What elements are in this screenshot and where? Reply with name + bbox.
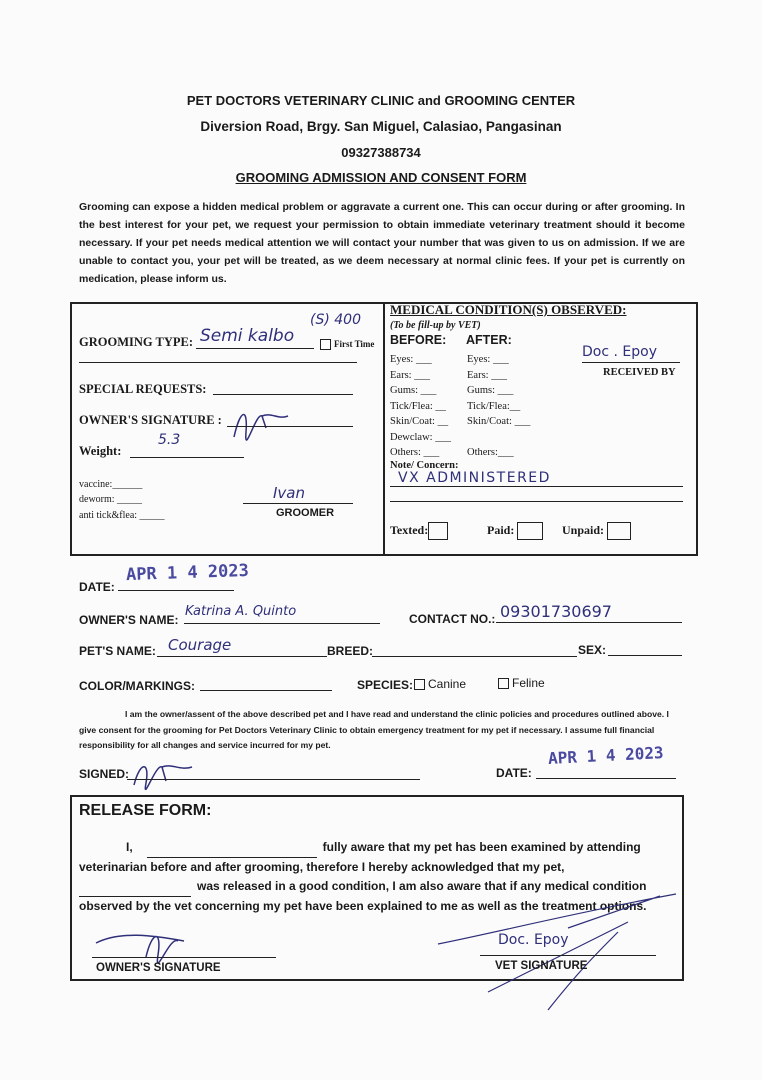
- release-owner-name-field[interactable]: [147, 838, 317, 858]
- unpaid-label: Unpaid:: [562, 522, 605, 537]
- before-skin-coat[interactable]: Skin/Coat: __: [390, 416, 449, 427]
- clinic-phone: 09327388734: [341, 145, 421, 160]
- signed-signature-scribble: [128, 755, 198, 795]
- release-owner-signature-line[interactable]: [92, 957, 276, 958]
- release-line-2: veterinarian before and after grooming, therefore I hereby acknowledged that my pet,: [79, 860, 565, 874]
- sex-label: SEX:: [578, 643, 607, 657]
- texted-checkbox[interactable]: [428, 522, 448, 540]
- owner-signature-line[interactable]: [227, 426, 353, 427]
- vet-signature-label: VET SIGNATURE: [495, 960, 588, 972]
- weight-value: 5.3: [158, 432, 181, 448]
- color-markings-line[interactable]: [200, 690, 332, 691]
- vet-name: Doc. Epoy: [498, 932, 569, 948]
- form-title: GROOMING ADMISSION AND CONSENT FORM: [235, 170, 527, 185]
- breed-line[interactable]: [372, 656, 577, 657]
- owner-signature-label: OWNER'S SIGNATURE :: [79, 413, 222, 427]
- clinic-address: Diversion Road, Brgy. San Miguel, Calasiao, Pangasinan: [200, 119, 562, 134]
- pet-name-value: Courage: [168, 636, 232, 654]
- groomer-line: [243, 503, 353, 504]
- release-line-4: observed by the vet concerning my pet have been explained to me as well as the treatment options.: [79, 899, 647, 913]
- received-by-name: Doc . Epoy: [582, 344, 657, 360]
- unpaid-option[interactable]: [562, 522, 631, 540]
- canine-label: Canine: [428, 677, 467, 691]
- species-label: SPECIES:: [357, 678, 414, 692]
- first-time-checkbox[interactable]: [320, 339, 331, 350]
- deworm-label: deworm:: [79, 494, 115, 505]
- paid-checkbox[interactable]: [517, 522, 543, 540]
- date-stamp: APR 1 4 2023: [125, 560, 250, 586]
- after-others[interactable]: Others:___: [467, 447, 514, 458]
- vaccine-field[interactable]: vaccine:______: [79, 479, 143, 490]
- tick-flea-field[interactable]: anti tick&flea: _____: [79, 510, 165, 521]
- note-line-2[interactable]: [390, 501, 683, 502]
- feline-label: Feline: [512, 676, 545, 690]
- after-label: AFTER:: [466, 333, 512, 347]
- species-canine-option[interactable]: [414, 677, 466, 691]
- vaccine-label: vaccine:: [79, 479, 113, 490]
- groomer-label: GROOMER: [276, 507, 335, 519]
- consent-paragraph: I am the owner/assent of the above described pet and I have read and understand the clinic policies and procedures outlined above. I give consent for the grooming for Pet Doctors Veterinary Clinic to obtain emergency treatment for my pet if necessary. I assume full financial responsibility for all changes and service incurred for my pet.: [79, 709, 669, 750]
- before-list: [390, 352, 451, 461]
- date-label: DATE:: [79, 580, 115, 594]
- before-others[interactable]: Others: ___: [390, 447, 440, 458]
- pet-name-label: PET'S NAME:: [79, 644, 156, 658]
- box-divider: [383, 302, 385, 556]
- after-gums[interactable]: Gums: ___: [467, 385, 514, 396]
- unpaid-checkbox[interactable]: [607, 522, 631, 540]
- sex-line[interactable]: [608, 655, 682, 656]
- before-label: BEFORE:: [390, 333, 447, 347]
- after-ears[interactable]: Ears: ___: [467, 369, 507, 381]
- owner-name-label: OWNER'S NAME:: [79, 613, 179, 627]
- contact-line[interactable]: [496, 622, 682, 623]
- pet-name-line[interactable]: [157, 656, 327, 657]
- note-label: Note/ Concern:: [390, 460, 459, 471]
- after-eyes[interactable]: Eyes: ___: [467, 354, 509, 365]
- before-eyes[interactable]: Eyes: ___: [390, 354, 432, 365]
- deworm-field[interactable]: deworm: _____: [79, 494, 143, 505]
- vet-signature-scribble: [428, 892, 678, 1012]
- owner-name-value: Katrina A. Quinto: [185, 604, 297, 619]
- paid-option[interactable]: [487, 522, 543, 540]
- medical-title: MEDICAL CONDITION(S) OBSERVED:: [390, 302, 627, 317]
- contact-label: CONTACT NO.:: [409, 612, 496, 626]
- before-tick-flea[interactable]: Tick/Flea: __: [390, 400, 446, 412]
- signed-date-line: [536, 778, 676, 779]
- groomer-name: Ivan: [273, 484, 305, 502]
- after-tick-flea[interactable]: Tick/Flea:__: [467, 400, 521, 412]
- signed-date-stamp: APR 1 4 2023: [547, 742, 665, 769]
- weight-label: Weight:: [79, 444, 122, 458]
- breed-label: BREED:: [327, 644, 374, 658]
- release-owner-signature-label: OWNER'S SIGNATURE: [96, 962, 221, 974]
- before-gums[interactable]: Gums: ___: [390, 385, 437, 396]
- feline-checkbox[interactable]: [498, 678, 509, 689]
- species-feline-option[interactable]: [498, 676, 545, 690]
- date-line: [118, 590, 234, 591]
- vet-signature-line[interactable]: [480, 955, 656, 956]
- texted-label: Texted:: [390, 522, 429, 537]
- release-pet-name-field[interactable]: [79, 877, 191, 897]
- note-line-1[interactable]: [390, 486, 683, 487]
- first-time-label: First Time: [334, 339, 375, 349]
- canine-checkbox[interactable]: [414, 679, 425, 690]
- grooming-type-value: Semi kalbo: [200, 326, 295, 346]
- received-by-label: RECEIVED BY: [603, 367, 676, 378]
- paid-label: Paid:: [487, 522, 515, 537]
- special-requests-line[interactable]: [213, 394, 353, 395]
- weight-line: [130, 457, 244, 458]
- before-dewclaw[interactable]: Dewclaw: ___: [390, 431, 451, 443]
- grooming-size-note: (S) 400: [310, 312, 361, 328]
- release-line-3: was released in a good condition, I am also aware that if any medical condition: [79, 877, 674, 897]
- intro-paragraph: Grooming can expose a hidden medical problem or aggravate a current one. This can occur during or after grooming. In the best interest for your pet, we request your permission to obtain immediate veterinary treatment should it become necessary. If your pet needs medical attention we will contact your number that was given to us on admission. If we are unable to contact you, your pet will be treated, as we deem necessary at normal clinic fees. If your pet is currently on medication, please inform us.: [79, 201, 685, 285]
- before-ears[interactable]: Ears: ___: [390, 369, 430, 381]
- color-markings-label: COLOR/MARKINGS:: [79, 679, 195, 693]
- grooming-type-label: GROOMING TYPE:: [79, 335, 194, 349]
- after-skin-coat[interactable]: Skin/Coat: ___: [467, 416, 531, 427]
- medical-subtitle: (To be fill-up by VET): [390, 320, 481, 331]
- received-by-line: [582, 362, 680, 363]
- grooming-type-line: [196, 348, 314, 349]
- signed-line[interactable]: [127, 779, 420, 780]
- release-title: RELEASE FORM:: [79, 802, 212, 819]
- note-value: VX ADMINISTERED: [398, 470, 551, 486]
- contact-value: 09301730697: [500, 602, 612, 621]
- signed-date-label: DATE:: [496, 766, 532, 780]
- owner-name-line[interactable]: [184, 623, 380, 624]
- clinic-name: PET DOCTORS VETERINARY CLINIC and GROOMING CENTER: [186, 93, 576, 108]
- release-line-1: I, fully aware that my pet has been examined by attending: [79, 838, 674, 858]
- owner-signature-scribble: [226, 402, 296, 442]
- after-list: [467, 352, 530, 461]
- signed-label: SIGNED:: [79, 767, 130, 781]
- special-requests-label: SPECIAL REQUESTS:: [79, 382, 207, 396]
- first-time-option[interactable]: [320, 339, 374, 350]
- texted-option[interactable]: [390, 522, 448, 540]
- tick-flea-label: anti tick&flea:: [79, 510, 138, 521]
- grooming-type-line-2: [79, 362, 357, 363]
